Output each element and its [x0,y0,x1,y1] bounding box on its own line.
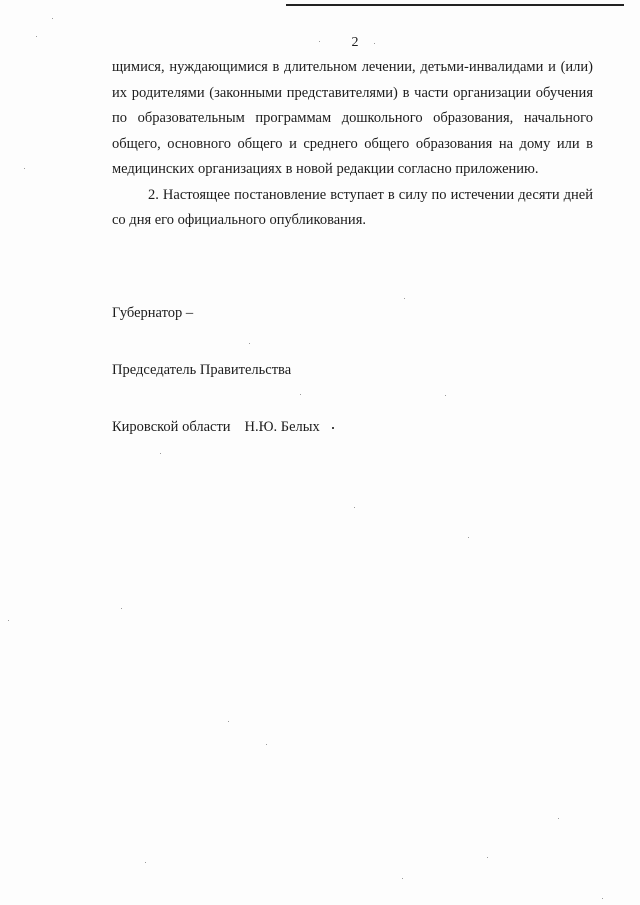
scan-speck [8,620,9,621]
scan-speck [374,43,375,44]
scan-speck [266,744,267,745]
top-border-line [286,4,624,6]
scan-speck [332,427,334,429]
scan-speck [402,878,403,879]
signature-title-line1: Губернатор – [112,305,194,321]
scan-speck [160,453,161,454]
page-number: 2 [351,35,359,50]
signature-region: Кировской области [112,419,231,435]
signature-title-line2: Председатель Правительства [112,362,292,378]
scan-speck [487,857,488,858]
signatory-name: Н.Ю. Белых [244,419,320,435]
scan-speck [36,36,37,37]
scan-speck [558,818,559,819]
paragraph-2: 2. Настоящее постановление вступает в силу по истечении десяти дней со дня его официального опубликования. [112,186,593,228]
scan-speck [602,898,603,899]
scan-speck [468,537,469,538]
scan-speck [445,395,446,396]
document-body [112,55,593,234]
scan-speck [404,298,405,299]
scan-speck [319,41,320,42]
scan-speck [121,608,122,609]
paragraph-continued: щимися, нуждающимися в длительном лечении, детьми-инвалидами и (или) их родителями (законными представителями) в части организации обучения по образовательным программам дошкольного образования, начального общего, основного общего и среднего общего образования на дому или в медицинских организациях в новой редакции согласно приложению. [112,59,593,177]
signature-block [112,266,320,475]
signature-title-line3 [112,418,320,437]
scan-speck [145,862,146,863]
scan-speck [354,507,355,508]
scan-speck [52,18,53,19]
scan-speck [24,168,25,169]
scan-speck [300,394,301,395]
scan-speck [228,721,229,722]
scan-speck [249,343,250,344]
